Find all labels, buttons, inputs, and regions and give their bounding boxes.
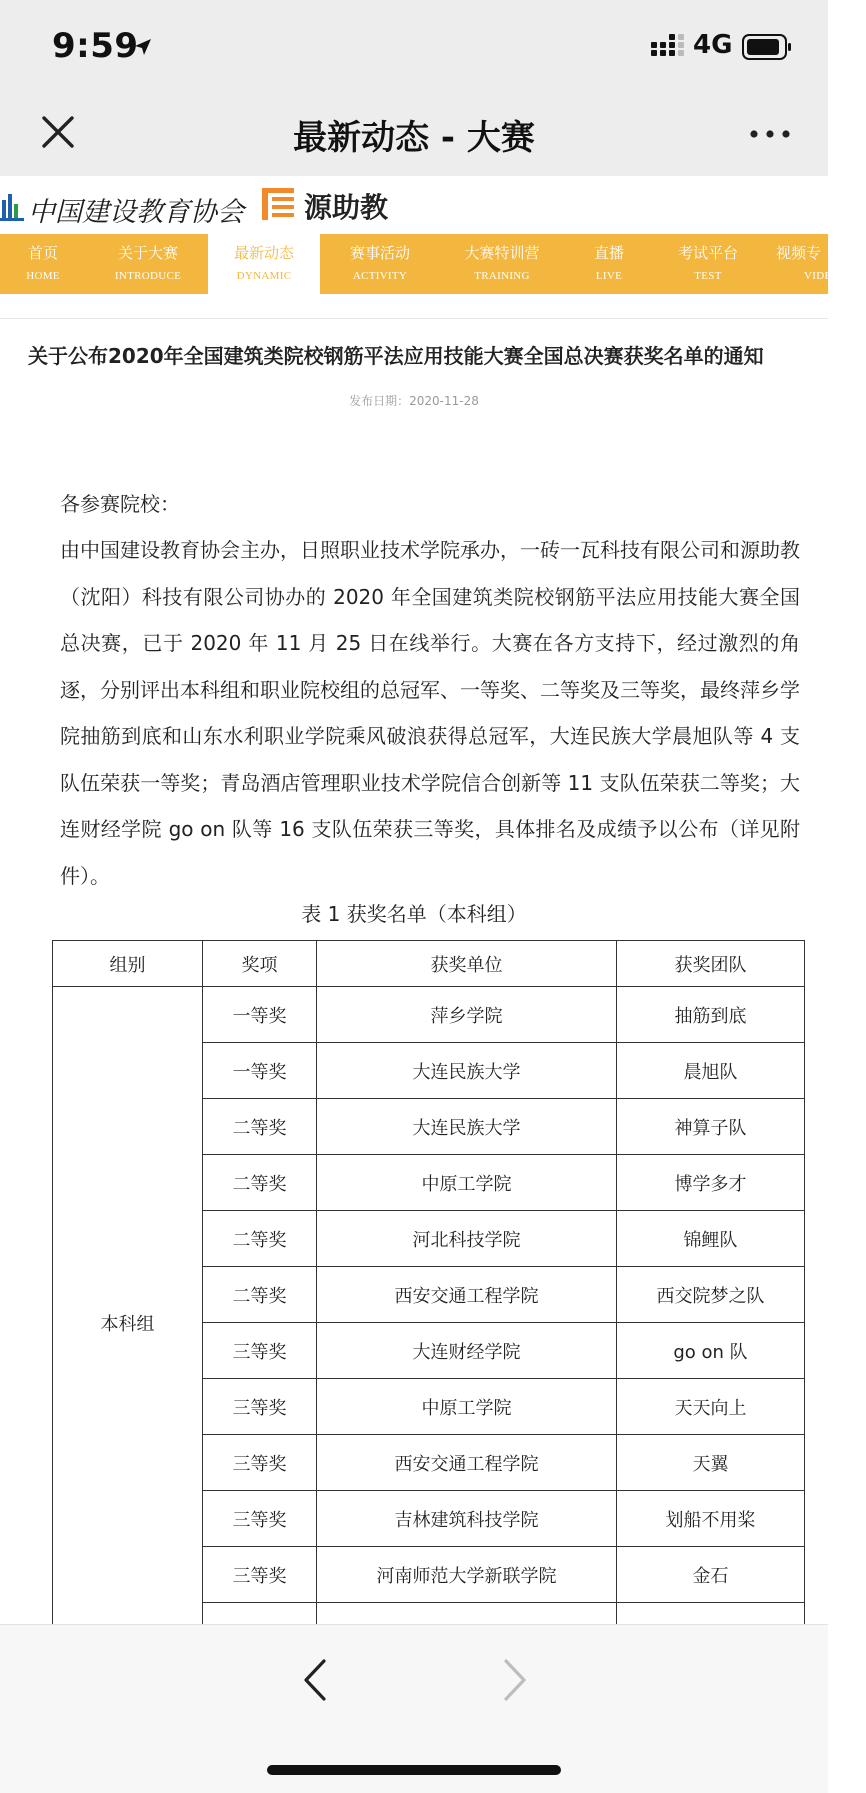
- site-header: [0, 176, 828, 234]
- menu-item-training[interactable]: [446, 234, 558, 294]
- awards-table: [52, 940, 805, 1659]
- team-cell: go on 队: [617, 1323, 805, 1379]
- menu-item-sublabel: LIVE: [595, 270, 623, 282]
- award-cell: 三等奖: [203, 1379, 317, 1435]
- award-cell: 二等奖: [203, 1211, 317, 1267]
- menu-item-label: 视频专: [776, 244, 822, 262]
- team-cell: 天天向上: [617, 1379, 805, 1435]
- yzj-logo-mark-icon: [262, 188, 296, 220]
- team-cell: 神算子队: [617, 1099, 805, 1155]
- menu-item-label: 赛事活动: [349, 244, 410, 262]
- status-bar: [0, 0, 828, 94]
- award-cell: 一等奖: [203, 1043, 317, 1099]
- menu-item-label: 考试平台: [677, 244, 738, 262]
- menu-item-label: 最新动态: [233, 244, 294, 262]
- award-cell: 三等奖: [203, 1547, 317, 1603]
- menu-item-sublabel: DYNAMIC: [236, 270, 292, 282]
- menu-item-activity[interactable]: [330, 234, 430, 294]
- csea-logo[interactable]: [0, 186, 244, 228]
- group-cell: 本科组: [53, 987, 203, 1659]
- menu-item-video[interactable]: [776, 234, 866, 294]
- page-title: 最新动态 - 大赛: [293, 118, 535, 158]
- team-cell: 抽筋到底: [617, 987, 805, 1043]
- unit-cell: 中原工学院: [317, 1155, 617, 1211]
- unit-cell: 萍乡学院: [317, 987, 617, 1043]
- menu-item-live[interactable]: [574, 234, 644, 294]
- nav-bar: [0, 94, 828, 176]
- csea-logo-text: 中国建设教育协会: [28, 197, 244, 228]
- menu-item-introduce[interactable]: [98, 234, 198, 294]
- team-cell: 划船不用桨: [617, 1491, 805, 1547]
- table-row: [53, 987, 805, 1043]
- header-group: 组别: [53, 941, 203, 987]
- forward-arrow-icon: [498, 1655, 532, 1705]
- award-cell: 三等奖: [203, 1435, 317, 1491]
- table-caption: 表 1 获奖名单（本科组）: [301, 902, 527, 926]
- article-title: 关于公布2020年全国建筑类院校钢筋平法应用技能大赛全国总决赛获奖名单的通知: [28, 344, 764, 368]
- header-team: 获奖团队: [617, 941, 805, 987]
- team-cell: 晨旭队: [617, 1043, 805, 1099]
- unit-cell: 中原工学院: [317, 1379, 617, 1435]
- main-menu: [0, 234, 832, 294]
- bottom-toolbar: [0, 1624, 828, 1793]
- menu-item-sublabel: TEST: [694, 270, 722, 282]
- award-cell: 二等奖: [203, 1099, 317, 1155]
- team-cell: 天翼: [617, 1435, 805, 1491]
- article-body: 由中国建设教育协会主办，日照职业技术学院承办，一砖一瓦科技有限公司和源助教（沈阳）科技有限公司协办的 2020 年全国建筑类院校钢筋平法应用技能大赛全国总决赛，已于 2020 年 11 月 25 日在线举行。大赛在各方支持下，经过激烈的角逐，分别评出本科组和职业院校组的总冠军、一等奖、二等奖及三等奖，最终萍乡学院抽筋到底和山东水利职业学院乘风破浪获得总冠军，大连民族大学晨旭队等 4 支队伍荣获一等奖；青岛酒店管理职业技术学院信合创新等 11 支队伍荣获二等奖；大连财经学院 go on 队等 16 支队伍荣获三等奖，具体排名及成绩予以公布（详见附件）。: [60, 538, 800, 888]
- unit-cell: 吉林建筑科技学院: [317, 1491, 617, 1547]
- publish-date: 发布日期：2020-11-28: [349, 394, 479, 408]
- unit-cell: 河北科技学院: [317, 1211, 617, 1267]
- team-cell: 西交院梦之队: [617, 1267, 805, 1323]
- team-cell: 金石: [617, 1547, 805, 1603]
- menu-item-home[interactable]: [0, 234, 86, 294]
- award-cell: 二等奖: [203, 1155, 317, 1211]
- unit-cell: 大连财经学院: [317, 1323, 617, 1379]
- divider: [0, 318, 828, 319]
- header-award: 奖项: [203, 941, 317, 987]
- greeting: 各参赛院校：: [60, 492, 180, 516]
- team-cell: 锦鲤队: [617, 1211, 805, 1267]
- menu-item-dynamic[interactable]: [208, 234, 320, 294]
- unit-cell: 大连民族大学: [317, 1043, 617, 1099]
- yzj-logo[interactable]: [262, 184, 402, 224]
- menu-item-test[interactable]: [660, 234, 756, 294]
- header-unit: 获奖单位: [317, 941, 617, 987]
- menu-item-label: 关于大赛: [117, 244, 178, 262]
- network-type: 4G: [693, 30, 733, 60]
- yzj-logo-text: 源助教: [304, 191, 389, 224]
- table-header-row: [53, 941, 805, 987]
- menu-item-label: 直播: [593, 244, 624, 262]
- award-cell: 一等奖: [203, 987, 317, 1043]
- back-arrow-icon[interactable]: [298, 1655, 332, 1705]
- more-icon[interactable]: [748, 114, 792, 154]
- team-cell: 博学多才: [617, 1155, 805, 1211]
- menu-item-sublabel: HOME: [26, 270, 60, 282]
- menu-item-sublabel: VIDE: [804, 270, 832, 282]
- battery-icon: [742, 34, 792, 60]
- menu-item-sublabel: INTRODUCE: [114, 270, 182, 282]
- menu-item-label: 首页: [27, 244, 58, 262]
- menu-item-sublabel: ACTIVITY: [352, 270, 408, 282]
- signal-icon: [651, 34, 687, 60]
- award-cell: 三等奖: [203, 1323, 317, 1379]
- csea-logo-mark-icon: [0, 190, 26, 222]
- unit-cell: 西安交通工程学院: [317, 1435, 617, 1491]
- menu-item-label: 大赛特训营: [464, 244, 540, 262]
- unit-cell: 大连民族大学: [317, 1099, 617, 1155]
- award-cell: 二等奖: [203, 1267, 317, 1323]
- award-cell: 三等奖: [203, 1491, 317, 1547]
- home-indicator[interactable]: [267, 1765, 561, 1775]
- unit-cell: 河南师范大学新联学院: [317, 1547, 617, 1603]
- status-time: 9:59: [52, 26, 139, 66]
- menu-item-sublabel: TRAINING: [474, 270, 530, 282]
- location-arrow-icon: [134, 38, 152, 56]
- unit-cell: 西安交通工程学院: [317, 1267, 617, 1323]
